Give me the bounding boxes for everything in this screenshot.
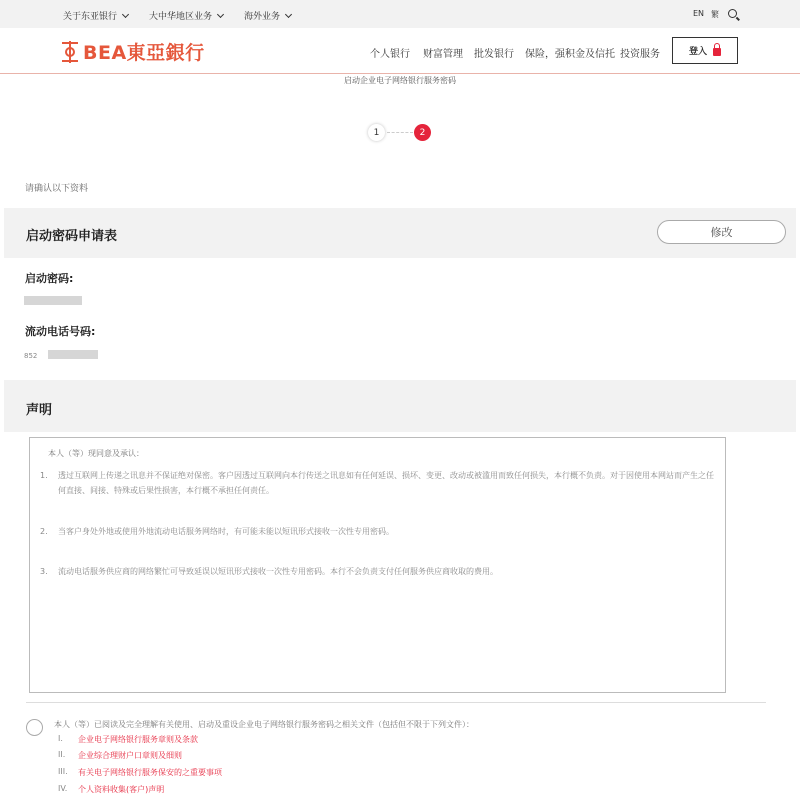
declaration-item-2 <box>40 524 720 540</box>
declaration-textbox[interactable] <box>29 437 726 693</box>
nav-insurance-mpf[interactable]: 保险，强积金及信托 <box>525 49 615 60</box>
chevron-down-icon <box>217 10 224 17</box>
item-number: 2. <box>40 527 48 536</box>
password-label: 启动密码: <box>25 272 74 285</box>
declaration-section-header <box>4 380 796 432</box>
about-bea-label: 关于东亚银行 <box>63 12 118 22</box>
greater-china-label: 大中华地区业务 <box>149 12 213 22</box>
chevron-down-icon <box>285 10 292 17</box>
divider <box>26 702 766 703</box>
confirm-instruction: 请确认以下资料 <box>25 184 89 194</box>
doc-link-security[interactable]: 有关电子网络银行服务保安的之重要事项 <box>78 768 222 777</box>
doc-link-terms[interactable]: 企业电子网络银行服务章则及条款 <box>78 735 198 744</box>
item-text: 流动电话服务供应商的网络繁忙可导致延误以短讯形式接收一次性专用密码。本行不会负责支付任何服务供应商收取的费用。 <box>58 567 498 576</box>
doc-number: III. <box>58 767 68 776</box>
form-section-header <box>4 208 796 258</box>
main-header <box>0 28 800 74</box>
doc-number: IV. <box>58 784 68 793</box>
item-number: 1. <box>40 471 48 480</box>
greater-china-link[interactable] <box>149 9 223 22</box>
about-bea-link[interactable] <box>63 9 128 22</box>
declaration-title: 声明 <box>26 403 53 418</box>
edit-button[interactable]: 修改 <box>657 220 786 244</box>
nav-personal-banking[interactable]: 个人银行 <box>370 49 410 60</box>
step-connector <box>387 132 413 133</box>
masked-password <box>24 296 82 305</box>
nav-wealth-management[interactable]: 财富管理 <box>423 49 463 60</box>
doc-number: I. <box>58 734 63 743</box>
phone-label: 流动电话号码: <box>25 325 96 338</box>
country-code: 852 <box>24 352 38 360</box>
acknowledge-text: 本人（等）已阅读及完全理解有关使用、启动及重设企业电子网络银行服务密码之相关文件（包括但不限于下列文件）： <box>54 720 474 729</box>
login-label: 登入 <box>688 47 707 57</box>
lang-en-link[interactable]: EN <box>693 9 705 18</box>
nav-wholesale-banking[interactable]: 批发银行 <box>474 49 514 60</box>
overseas-label: 海外业务 <box>244 12 281 22</box>
item-text: 透过互联网上传递之讯息并不保证绝对保密。客户因透过互联网向本行传送之讯息如有任何延误、损坏、变更、改动或被滥用而致任何损失，本行概不负责。对于因使用本网站而产生之任何直接、间接、特殊或后果性损害，本行概不承担任何责任。 <box>58 471 714 495</box>
step-indicator <box>0 124 800 144</box>
form-title: 启动密码申请表 <box>26 229 118 244</box>
page-subtitle: 启动企业电子网络银行服务密码 <box>344 76 456 85</box>
doc-link-privacy[interactable]: 个人资料收集(客户)声明 <box>78 785 165 794</box>
nav-investment[interactable]: 投资服务 <box>620 49 660 60</box>
doc-number: II. <box>58 750 66 759</box>
lang-tc-link[interactable]: 繁 <box>711 10 719 19</box>
step-2-active: 2 <box>414 124 431 141</box>
declaration-item-1 <box>40 468 720 500</box>
utility-bar <box>0 0 800 28</box>
step-1: 1 <box>368 124 385 141</box>
overseas-link[interactable] <box>244 9 291 22</box>
lock-icon <box>713 48 721 56</box>
masked-phone <box>48 350 98 359</box>
bea-logo-icon <box>62 41 78 63</box>
acknowledge-radio[interactable] <box>26 719 43 736</box>
item-text: 当客户身处外地或使用外地流动电话服务网络时，有可能未能以短讯形式接收一次性专用密码。 <box>58 527 394 536</box>
bea-logo[interactable] <box>62 38 205 65</box>
search-icon[interactable] <box>728 9 737 18</box>
declaration-item-3 <box>40 564 720 580</box>
logo-text: BEA東亞銀行 <box>83 42 205 64</box>
declaration-intro: 本人（等）现同意及承认： <box>48 449 144 458</box>
chevron-down-icon <box>122 10 129 17</box>
login-button[interactable] <box>672 37 738 64</box>
doc-link-account-rules[interactable]: 企业综合理财户口章则及细则 <box>78 751 182 760</box>
item-number: 3. <box>40 567 48 576</box>
